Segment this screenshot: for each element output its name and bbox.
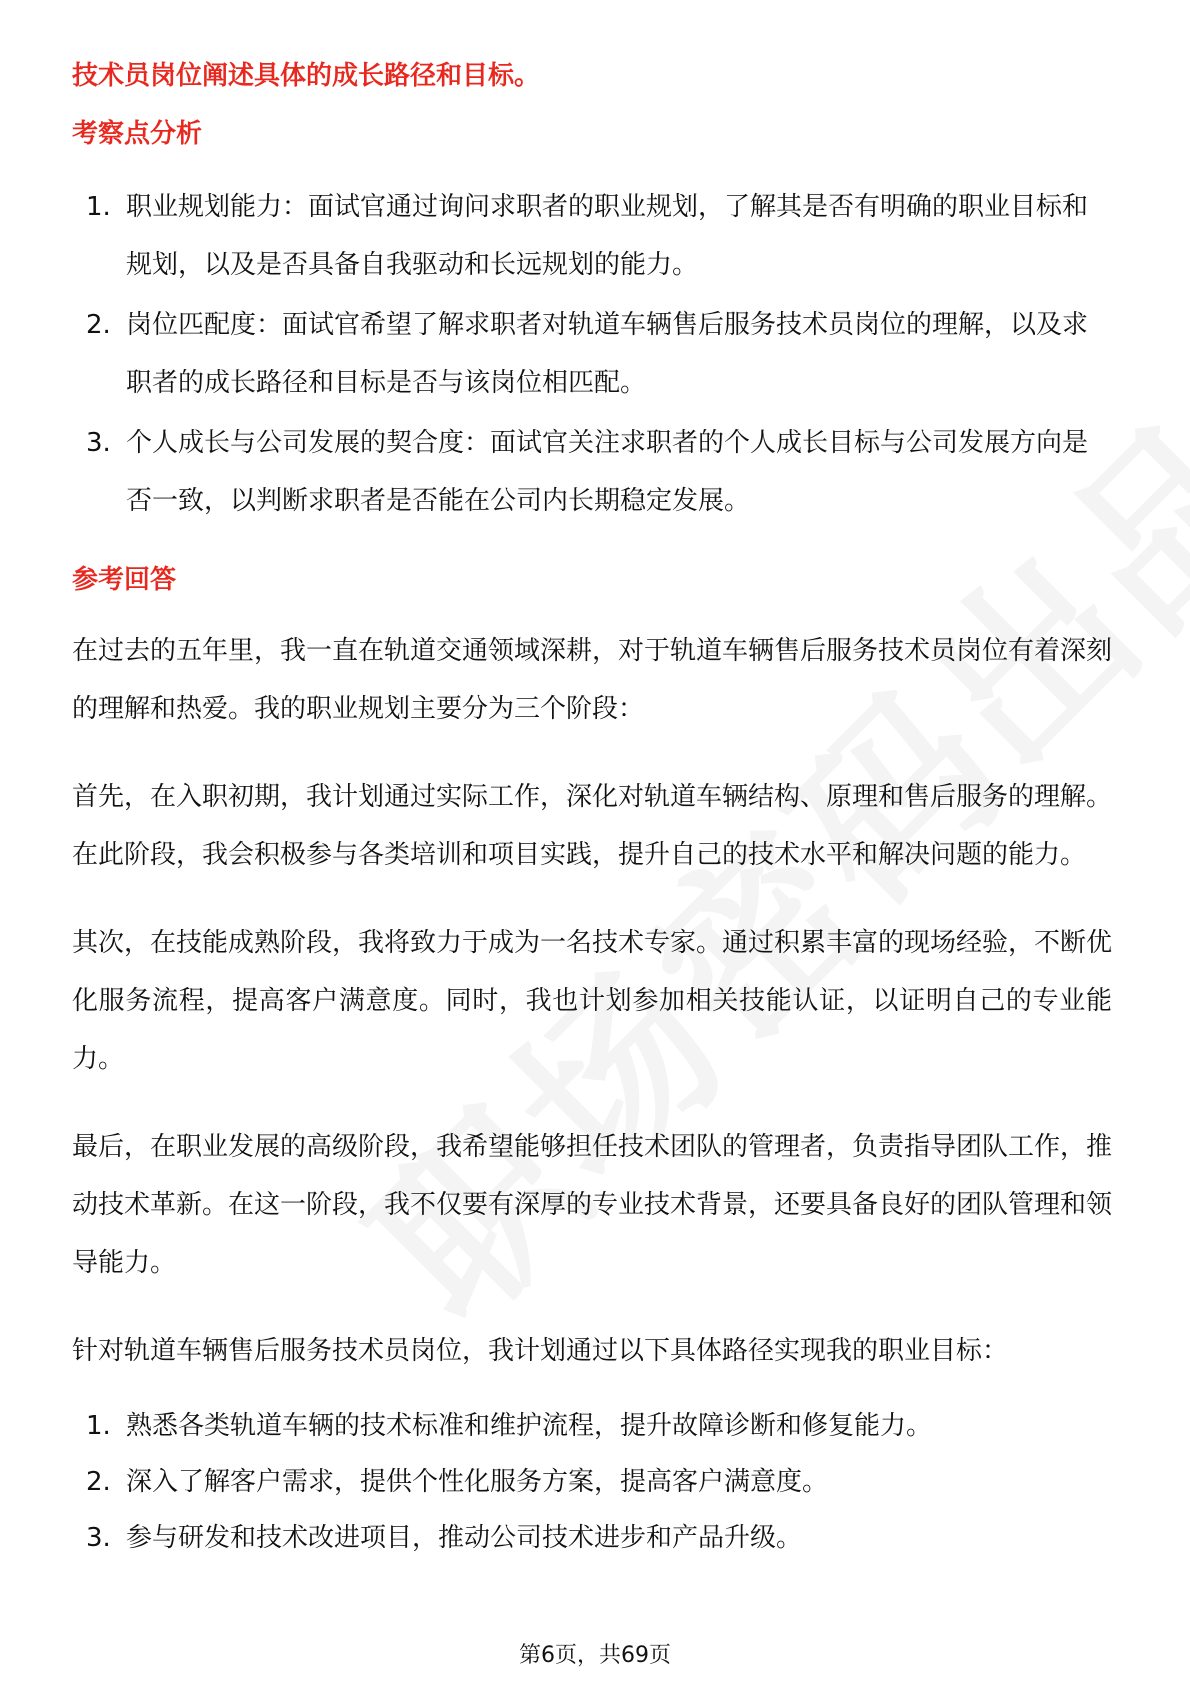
paragraph: 首先，在入职初期，我计划通过实际工作，深化对轨道车辆结构、原理和售后服务的理解。在此阶段，我会积极参与各类培训和项目实践，提升自己的技术水平和解决问题的能力。 bbox=[72, 782, 1113, 870]
list-item-number: 2. bbox=[86, 1467, 111, 1497]
list-item-text: 深入了解客户需求，提供个性化服务方案，提高客户满意度。 bbox=[126, 1467, 829, 1497]
plan-list bbox=[72, 1398, 1112, 1566]
analysis-title: 考察点分析 bbox=[72, 119, 203, 149]
list-item bbox=[72, 1510, 1112, 1566]
paragraph: 最后，在职业发展的高级阶段，我希望能够担任技术团队的管理者，负责指导团队工作，推动技术革新。在这一阶段，我不仅要有深厚的专业技术背景，还要具备良好的团队管理和领导能力。 bbox=[72, 1132, 1113, 1278]
list-item-text: 熟悉各类轨道车辆的技术标准和维护流程，提升故障诊断和修复能力。 bbox=[126, 1411, 933, 1441]
list-item bbox=[72, 178, 1112, 294]
reference-title: 参考回答 bbox=[72, 565, 177, 595]
document-body bbox=[72, 56, 1112, 1566]
list-item bbox=[72, 1454, 1112, 1510]
list-item bbox=[72, 296, 1112, 412]
paragraph: 其次，在技能成熟阶段，我将致力于成为一名技术专家。通过积累丰富的现场经验，不断优化服务流程，提高客户满意度。同时，我也计划参加相关技能认证，以证明自己的专业能力。 bbox=[72, 928, 1113, 1074]
analysis-list bbox=[72, 178, 1112, 530]
intro-heading: 技术员岗位阐述具体的成长路径和目标。 bbox=[72, 61, 541, 91]
paragraph: 在过去的五年里，我一直在轨道交通领域深耕，对于轨道车辆售后服务技术员岗位有着深刻的理解和热爱。我的职业规划主要分为三个阶段： bbox=[72, 636, 1113, 724]
list-item-text: 参与研发和技术改进项目，推动公司技术进步和产品升级。 bbox=[126, 1523, 803, 1553]
list-item-number: 3. bbox=[86, 1523, 111, 1553]
list-item-number: 1. bbox=[86, 1411, 111, 1441]
list-item-number: 2. bbox=[86, 310, 111, 340]
list-item bbox=[72, 414, 1112, 530]
list-item-number: 3. bbox=[86, 428, 111, 458]
list-item-number: 1. bbox=[86, 192, 111, 222]
list-item-text: 个人成长与公司发展的契合度：面试官关注求职者的个人成长目标与公司发展方向是否一致，以判断求职者是否能在公司内长期稳定发展。 bbox=[126, 428, 1089, 516]
paragraph: 针对轨道车辆售后服务技术员岗位，我计划通过以下具体路径实现我的职业目标： bbox=[72, 1336, 1009, 1366]
list-item bbox=[72, 1398, 1112, 1454]
list-item-text: 岗位匹配度：面试官希望了解求职者对轨道车辆售后服务技术员岗位的理解，以及求职者的成长路径和目标是否与该岗位相匹配。 bbox=[126, 310, 1089, 398]
page-footer: 第6页，共69页 bbox=[519, 1643, 671, 1668]
list-item-text: 职业规划能力：面试官通过询问求职者的职业规划，了解其是否有明确的职业目标和规划，以及是否具备自我驱动和长远规划的能力。 bbox=[126, 192, 1089, 280]
